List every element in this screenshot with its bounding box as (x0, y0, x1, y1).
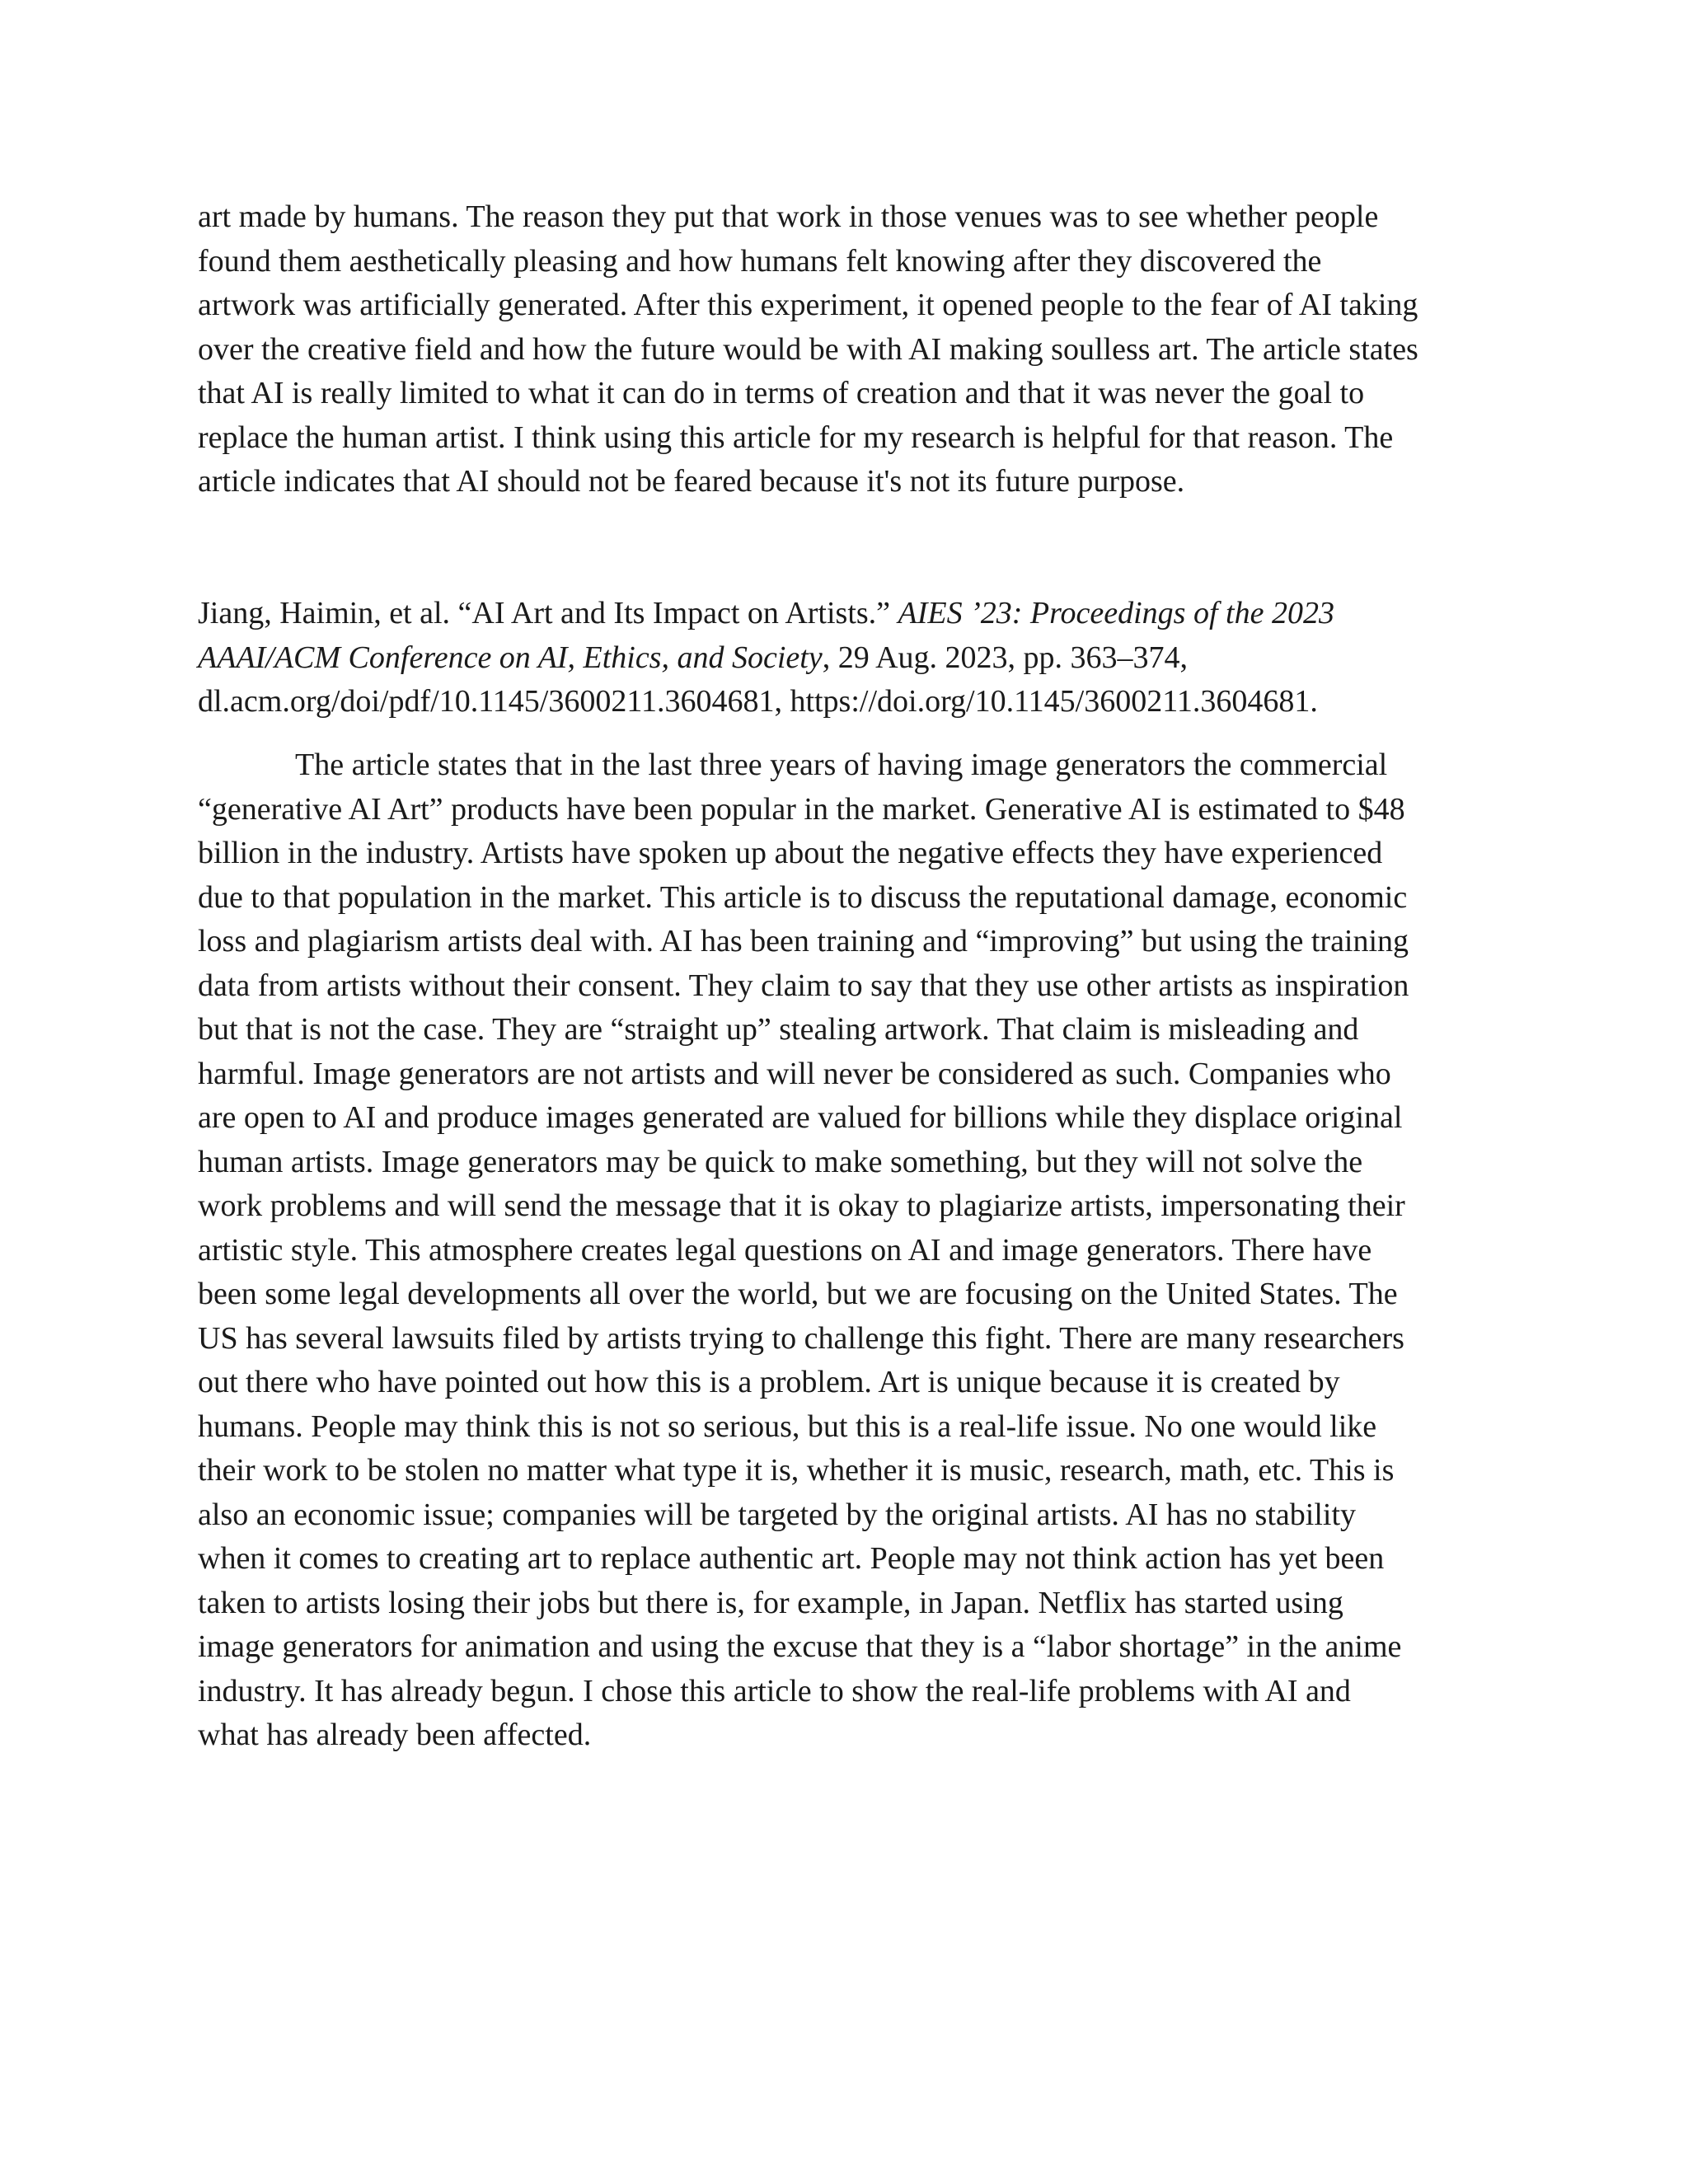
text-line: data from artists without their consent. They claim to say that they use other artists as inspiration (198, 968, 1409, 1003)
text-line: also an economic issue; companies will be targeted by the original artists. AI has no stability (198, 1497, 1356, 1532)
text-line: taken to artists losing their jobs but there is, for example, in Japan. Netflix has started using (198, 1585, 1343, 1620)
text-line: humans. People may think this is not so serious, but this is a real-life issue. No one would like (198, 1408, 1377, 1444)
text-line: replace the human artist. I think using this article for my research is helpful for that reason. The (198, 419, 1394, 455)
citation-line-2 (198, 636, 1500, 681)
text-line: are open to AI and produce images generated are valued for billions while they displace original (198, 1100, 1403, 1135)
text-line: when it comes to creating art to replace authentic art. People may not think action has yet been (198, 1541, 1385, 1576)
text-line: “generative AI Art” products have been popular in the market. Generative AI is estimated to $48 (198, 791, 1405, 827)
citation-entry (198, 592, 1500, 724)
citation-links: dl.acm.org/doi/pdf/10.1145/3600211.3604681, https://doi.org/10.1145/3600211.3604681. (198, 684, 1318, 719)
paragraph-ai-art-venues (198, 195, 1500, 504)
text-line: human artists. Image generators may be quick to make something, but they will not solve the (198, 1144, 1363, 1179)
text-line: what has already been affected. (198, 1718, 592, 1752)
text-line: that AI is really limited to what it can do in terms of creation and that it was never the goal to (198, 376, 1365, 410)
citation-line-1 (198, 592, 1500, 636)
text-line: over the creative field and how the future would be with AI making soulless art. The article states (198, 331, 1418, 367)
text-line: but that is not the case. They are “straight up” stealing artwork. That claim is misleading and (198, 1012, 1359, 1047)
text-line: artwork was artificially generated. After this experiment, it opened people to the fear of AI taking (198, 288, 1418, 322)
paragraph-article-summary (198, 743, 1500, 1758)
text-line: their work to be stolen no matter what type it is, whether it is music, research, math, etc. This is (198, 1453, 1395, 1488)
text-line: loss and plagiarism artists deal with. AI has been training and “improving” but using the training (198, 924, 1409, 958)
text-line: been some legal developments all over the world, but we are focusing on the United States. The (198, 1277, 1398, 1311)
citation-details: , 29 Aug. 2023, pp. 363–374, (822, 640, 1189, 675)
citation-authors-title: Jiang, Haimin, et al. “AI Art and Its Impact on Artists.” (198, 596, 898, 630)
text-line: found them aesthetically pleasing and how humans felt knowing after they discovered the (198, 243, 1322, 279)
text-line: art made by humans. The reason they put that work in those venues was to see whether people (198, 199, 1379, 234)
text-line: The article states that in the last three years of having image generators the commercial (295, 748, 1388, 782)
text-line: article indicates that AI should not be feared because it's not its future purpose. (198, 464, 1185, 499)
text-line: harmful. Image generators are not artists and will never be considered as such. Companies who (198, 1056, 1391, 1091)
text-line: out there who have pointed out how this is a problem. Art is unique because it is created by (198, 1365, 1340, 1399)
citation-venue-part-1: AIES ’23: Proceedings of the 2023 (898, 596, 1334, 630)
text-line: US has several lawsuits filed by artists trying to challenge this fight. There are many researchers (198, 1320, 1404, 1356)
citation-venue-part-2: AAAI/ACM Conference on AI, Ethics, and Society (198, 640, 823, 675)
text-line: billion in the industry. Artists have spoken up about the negative effects they have experienced (198, 836, 1383, 870)
text-line: industry. It has already begun. I chose this article to show the real-life problems with AI and (198, 1673, 1351, 1708)
text-line: due to that population in the market. This article is to discuss the reputational damage, economic (198, 879, 1408, 915)
text-line: work problems and will send the message that it is okay to plagiarize artists, impersonating their (198, 1188, 1405, 1223)
text-line: image generators for animation and using the excuse that they is a “labor shortage” in the anime (198, 1629, 1402, 1664)
text-line: artistic style. This atmosphere creates legal questions on AI and image generators. There have (198, 1232, 1372, 1268)
